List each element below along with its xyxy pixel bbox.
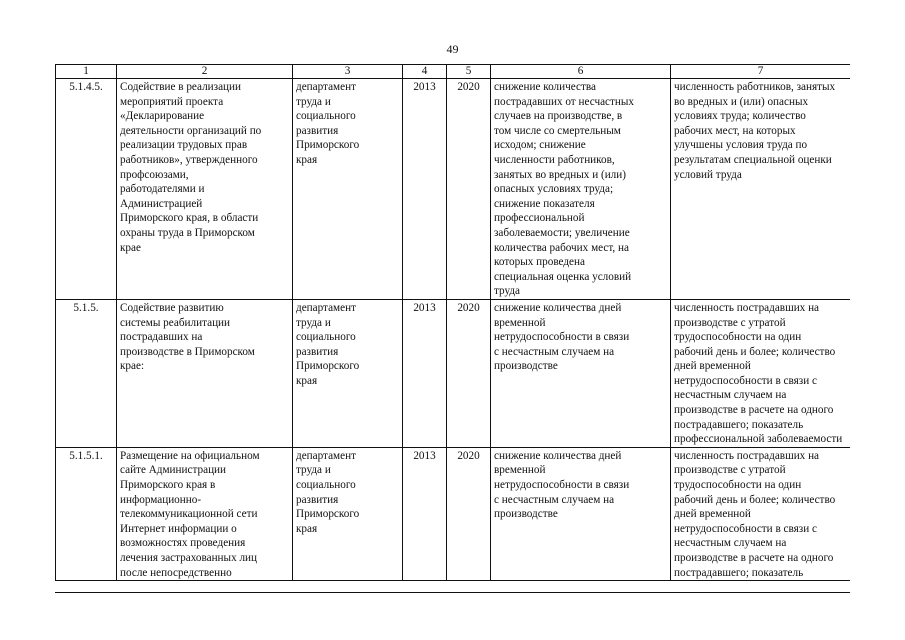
program-table-container [55, 64, 850, 593]
end-year: 2020 [447, 299, 491, 447]
item-number: 5.1.5. [56, 299, 117, 447]
header-cell-3: 3 [293, 65, 403, 79]
indicator: численность пострадавших на производстве с утратой трудоспособности на один рабочий день и более; количество дней временной нетрудоспособности в связи с несчастным случаем на производстве в расчете на одного пострадавшего; показатель профессиональной заболеваемости [671, 299, 851, 447]
event-description: Размещение на официальном сайте Администрации Приморского края в информационно- телекоммуникационной сети Интернет информации о возможностях проведения лечения застрахованных лиц после непосредственно [117, 447, 293, 580]
table-row [56, 299, 851, 447]
program-table [55, 64, 850, 581]
header-cell-4: 4 [403, 65, 447, 79]
header-cell-1: 1 [56, 65, 117, 79]
indicator: численность пострадавших на производстве с утратой трудоспособности на один рабочий день и более; количество дней временной нетрудоспособности в связи с несчастным случаем на производстве в расчете на одного пострадавшего; показатель [671, 447, 851, 580]
start-year: 2013 [403, 79, 447, 300]
executor: департамент труда и социального развития Приморского края [293, 447, 403, 580]
executor: департамент труда и социального развития Приморского края [293, 79, 403, 300]
start-year: 2013 [403, 447, 447, 580]
expected-result: снижение количества дней временной нетрудоспособности в связи с несчастным случаем на производстве [491, 299, 671, 447]
item-number: 5.1.4.5. [56, 79, 117, 300]
expected-result: снижение количества дней временной нетрудоспособности в связи с несчастным случаем на производстве [491, 447, 671, 580]
table-row [56, 447, 851, 580]
header-cell-7: 7 [671, 65, 851, 79]
header-cell-6: 6 [491, 65, 671, 79]
indicator: численность работников, занятых во вредных и (или) опасных условиях труда; количество рабочих мест, на которых улучшены условия труда по результатам специальной оценки условий труда [671, 79, 851, 300]
page-number: 49 [446, 42, 459, 56]
expected-result: снижение количества пострадавших от несчастных случаев на производстве, в том числе со смертельным исходом; снижение численности работников, занятых во вредных и (или) опасных условиях труда; снижение показателя профессиональной заболеваемости; увеличение количества рабочих мест, на которых проведена специальная оценка условий труда [491, 79, 671, 300]
header-cell-5: 5 [447, 65, 491, 79]
item-number: 5.1.5.1. [56, 447, 117, 580]
executor: департамент труда и социального развития Приморского края [293, 299, 403, 447]
start-year: 2013 [403, 299, 447, 447]
event-description: Содействие в реализации мероприятий проекта «Декларирование деятельности организаций по реализации трудовых прав работников», утвержденного профсоюзами, работодателями и Администрацией Приморского края, в области охраны труда в Приморском крае [117, 79, 293, 300]
end-year: 2020 [447, 447, 491, 580]
header-row [56, 65, 851, 79]
event-description: Содействие развитию системы реабилитации пострадавших на производстве в Приморском крае: [117, 299, 293, 447]
end-year: 2020 [447, 79, 491, 300]
header-cell-2: 2 [117, 65, 293, 79]
table-row [56, 79, 851, 300]
